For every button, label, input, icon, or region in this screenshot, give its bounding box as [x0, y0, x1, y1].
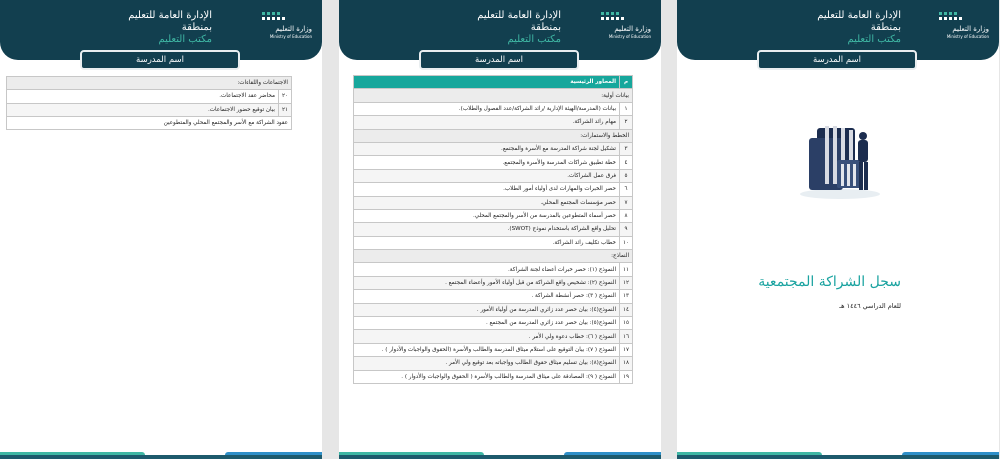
toc-row-number: ٦ — [620, 183, 633, 196]
toc-row-number: ٩ — [620, 223, 633, 236]
page-footer — [0, 451, 322, 459]
page-cover — [677, 0, 999, 459]
toc-row-number: ١٥ — [620, 317, 633, 330]
school-name-bar: اسم المدرسة — [80, 50, 240, 70]
ministry-logo — [937, 10, 989, 42]
toc-row — [354, 209, 633, 222]
toc-row-number: ١٢ — [620, 276, 633, 289]
toc-section-label: النماذج: — [354, 250, 633, 263]
toc-row-text: حصر أسماء المتطوعين بالمدرسة من الأسر والمجتمع المحلي. — [354, 209, 620, 222]
toc-row — [7, 103, 292, 116]
admin-line2: بمنطقة — [870, 22, 901, 33]
toc-row-text: تشكيل لجنة شراكة المدرسة مع الأسرة والمجتمع. — [354, 142, 620, 155]
ministry-logo-icon — [599, 10, 651, 24]
ministry-name: وزارة التعليم — [275, 25, 312, 33]
toc-row-text: فرق عمل الشراكات. — [354, 169, 620, 182]
toc-table — [6, 76, 292, 130]
toc-row-number: ١٦ — [620, 330, 633, 343]
toc-row — [354, 303, 633, 316]
toc-row-text: النموذج(٤): بيان حصر عدد زائري المدرسة من أولياء الأمور . — [354, 303, 620, 316]
toc-section-label: الاجتماعات واللقاءات: — [7, 77, 292, 90]
toc-row-text: تحليل واقع الشراكة باستخدام نموذج (SWOT). — [354, 223, 620, 236]
page-footer — [677, 451, 999, 459]
office-label: مكتب التعليم — [507, 34, 561, 45]
toc-row — [354, 142, 633, 155]
toc-row — [354, 196, 633, 209]
toc-row-text: محاضر عقد الاجتماعات. — [7, 90, 279, 103]
toc-row-text: النموذج (١): حصر خبرات أعضاء لجنة الشراكة. — [354, 263, 620, 276]
toc-row — [354, 290, 633, 303]
toc-row — [354, 156, 633, 169]
toc-row — [354, 276, 633, 289]
toc-row-number: ٢٠ — [279, 90, 292, 103]
office-label: مكتب التعليم — [158, 34, 212, 45]
ministry-logo-icon — [937, 10, 989, 24]
ministry-name-en: Ministry of Education — [608, 34, 651, 39]
cover-title: سجل الشراكة المجتمعية — [758, 274, 901, 290]
toc-row-text: بيانات (المدرسة/الهيئة الإدارية /رائد الشراكة/عدد الفصول والطلاب). — [354, 102, 620, 115]
ministry-logo-icon — [260, 10, 312, 24]
toc-row-number: ٢ — [620, 116, 633, 129]
toc-row — [354, 236, 633, 249]
toc-row — [354, 263, 633, 276]
toc-row-number: ٢١ — [279, 103, 292, 116]
toc-row — [7, 90, 292, 103]
academic-year: للعام الدراسي ١٤٤٦ هـ — [839, 302, 901, 310]
toc-row-number: ١١ — [620, 263, 633, 276]
toc-row — [354, 357, 633, 370]
toc-row — [354, 370, 633, 383]
toc-row — [7, 116, 292, 129]
ministry-name-en: Ministry of Education — [946, 34, 989, 39]
toc-row — [354, 223, 633, 236]
admin-line2: بمنطقة — [530, 22, 561, 33]
admin-line1: الإدارة العامة للتعليم — [817, 10, 901, 21]
toc-row-number: ١٣ — [620, 290, 633, 303]
admin-block — [781, 10, 901, 46]
toc-header-row — [354, 76, 633, 89]
toc-table — [353, 75, 633, 384]
page-middle — [339, 0, 661, 459]
toc-row-text: خطة تطبيق شراكات المدرسة والأسرة والمجتمع. — [354, 156, 620, 169]
admin-line1: الإدارة العامة للتعليم — [477, 10, 561, 21]
toc-row-text: النموذج ( ٧): بيان التوقيع على استلام ميثاق المدرسة والطالب والأسرة (الحقوق والواجبات والأدوار ) . — [354, 343, 620, 356]
binders-illustration-icon — [795, 120, 885, 200]
toc-row — [354, 116, 633, 129]
toc-section-row — [354, 250, 633, 263]
office-label: مكتب التعليم — [847, 34, 901, 45]
school-name-bar: اسم المدرسة — [419, 50, 579, 70]
ministry-logo — [260, 10, 312, 42]
toc-row-text: بيان توقيع حضور الاجتماعات. — [7, 103, 279, 116]
toc-row-text: النموذج(٨): بيان تسليم ميثاق حقوق الطالب وواجباته بعد توقيع ولي الأمر . — [354, 357, 620, 370]
toc-row-number: ٥ — [620, 169, 633, 182]
toc-row-number: ١٧ — [620, 343, 633, 356]
admin-line2: بمنطقة — [181, 22, 212, 33]
toc-row-number: ١٤ — [620, 303, 633, 316]
toc-row-text: خطاب تكليف رائد الشراكة. — [354, 236, 620, 249]
toc-row — [354, 343, 633, 356]
toc-row-number: ١٠ — [620, 236, 633, 249]
toc-section-row — [354, 129, 633, 142]
toc-row-number: ٣ — [620, 142, 633, 155]
toc-row-number: ١٩ — [620, 370, 633, 383]
toc-header-num: م — [620, 76, 633, 89]
toc-section-label: بيانات أولية: — [354, 89, 633, 102]
toc-row — [354, 183, 633, 196]
toc-row-text: النموذج(٥): بيان حصر عدد زائري المدرسة من المجتمع . — [354, 317, 620, 330]
toc-row-text: النموذج ( ٦): خطاب دعوة ولي الأمر . — [354, 330, 620, 343]
toc-row-number: ١ — [620, 102, 633, 115]
admin-block — [92, 10, 212, 46]
school-name-bar: اسم المدرسة — [757, 50, 917, 70]
toc-row — [354, 330, 633, 343]
admin-block — [441, 10, 561, 46]
ministry-name-en: Ministry of Education — [269, 34, 312, 39]
toc-row — [354, 169, 633, 182]
toc-row-text: عقود الشراكة مع الأسر والمجتمع المحلي والمتطوعين — [7, 116, 292, 129]
page-left — [0, 0, 322, 459]
page-footer — [339, 451, 661, 459]
toc-row — [354, 102, 633, 115]
toc-section-label: الخطط والاستمارات: — [354, 129, 633, 142]
toc-row-text: حصر مؤسسات المجتمع المحلي. — [354, 196, 620, 209]
ministry-name: وزارة التعليم — [614, 25, 651, 33]
toc-header-title: المحاور الرئيسية — [354, 76, 620, 89]
toc-row-text: النموذج ( ٣): حصر أنشطة الشراكة . — [354, 290, 620, 303]
toc-row-number: ٤ — [620, 156, 633, 169]
toc-row-number: ١٨ — [620, 357, 633, 370]
ministry-name: وزارة التعليم — [952, 25, 989, 33]
toc-section-row — [7, 77, 292, 90]
toc-row-text: مهام رائد الشراكة. — [354, 116, 620, 129]
toc-row-text: النموذج (٢): تشخيص واقع الشراكة من قبل أولياء الأمور وأعضاء المجتمع . — [354, 276, 620, 289]
toc-row-number: ٧ — [620, 196, 633, 209]
toc-row-text: حصر الخبرات والمهارات لدى أولياء أمور الطلاب. — [354, 183, 620, 196]
toc-row — [354, 317, 633, 330]
admin-line1: الإدارة العامة للتعليم — [128, 10, 212, 21]
toc-row-number: ٨ — [620, 209, 633, 222]
toc-row-text: النموذج ( ٩): المصادقة على ميثاق المدرسة والطالب والأسرة ( الحقوق والواجبات والأدوار ) . — [354, 370, 620, 383]
ministry-logo — [599, 10, 651, 42]
toc-section-row — [354, 89, 633, 102]
